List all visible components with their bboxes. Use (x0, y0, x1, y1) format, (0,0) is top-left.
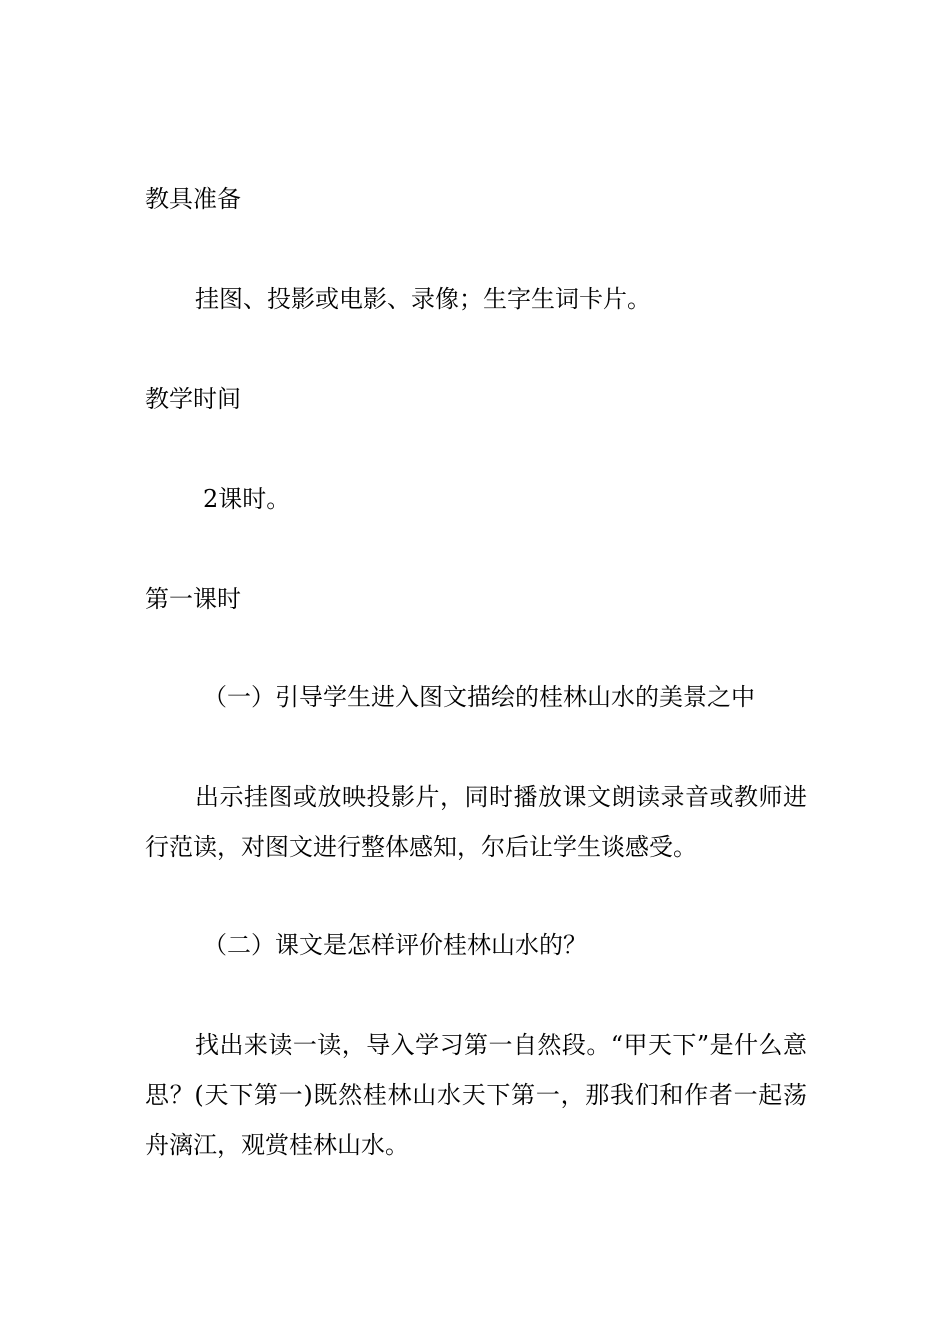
section-heading-first-lesson: 第一课时 (145, 585, 241, 613)
subsection-title-2: （二）课文是怎样评价桂林山水的？ (203, 931, 587, 959)
section-heading-teaching-time: 教学时间 (145, 385, 241, 413)
section-body-teaching-aids: 挂图、投影或电影、录像；生字生词卡片。 (195, 285, 651, 313)
subsection-title-1: （一）引导学生进入图文描绘的桂林山水的美景之中 (203, 683, 755, 711)
subsection-body-1: 出示挂图或放映投影片，同时播放课文朗读录音或教师进行范读，对图文进行整体感知，尔后让学生谈感受。 (145, 783, 807, 861)
section-body-teaching-time: 2课时。 (203, 485, 291, 513)
subsection-body-2: 找出来读一读，导入学习第一自然段。“甲天下”是什么意思？(天下第一)既然桂林山水天下第一，那我们和作者一起荡舟漓江，观赏桂林山水。 (145, 1031, 807, 1159)
section-heading-teaching-aids: 教具准备 (145, 185, 241, 213)
